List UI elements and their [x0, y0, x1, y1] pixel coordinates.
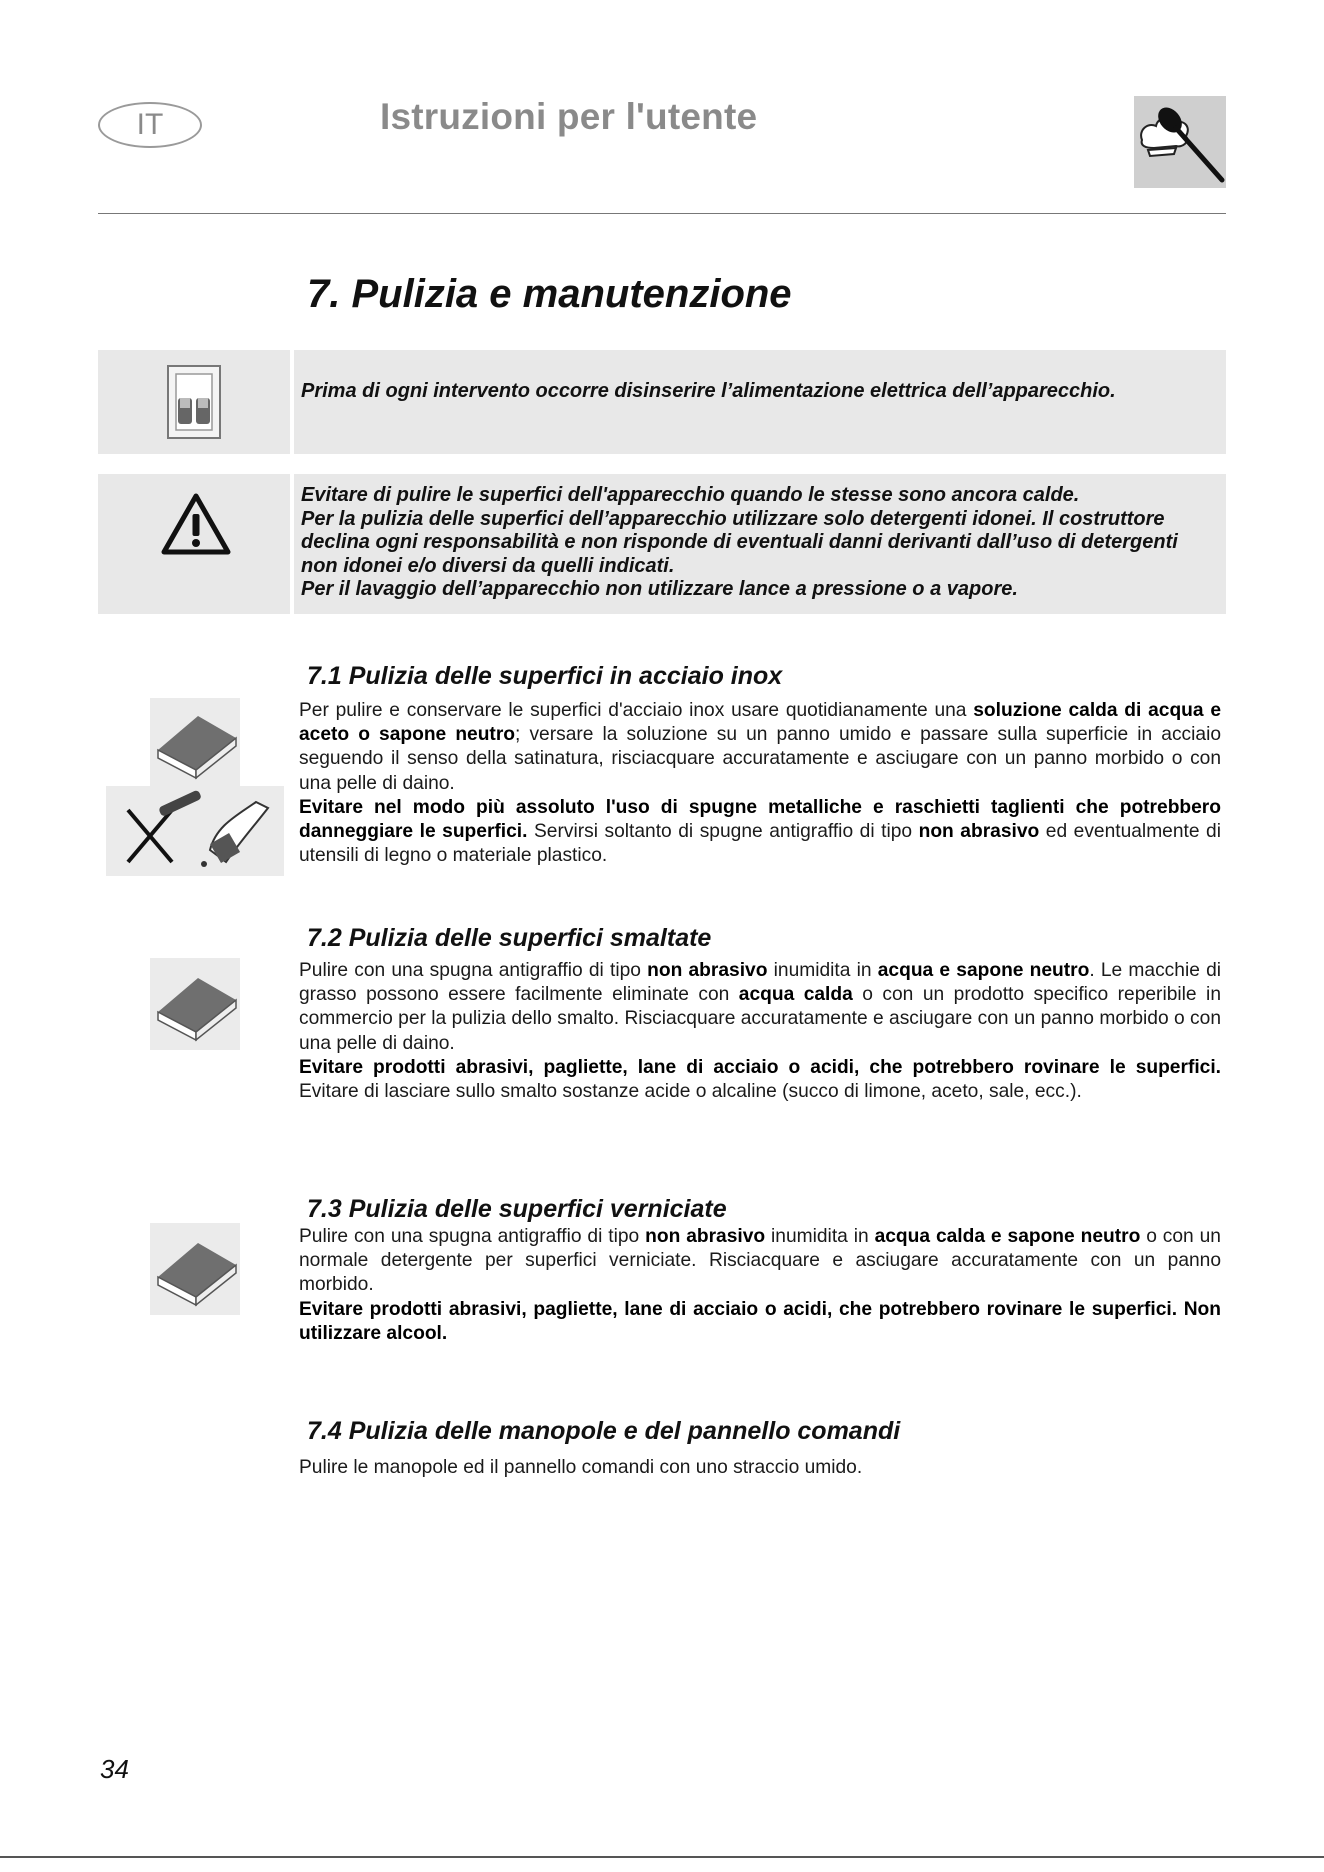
section-body-7-3	[299, 1225, 1221, 1346]
text-bold: acqua calda e sapone neutro	[874, 1226, 1141, 1247]
notice-line: Per la pulizia delle superfici dell’apparecchio utilizzare solo detergenti idonei. Il costruttore declina ogni responsabilità e non risponde di eventuali danni derivanti dall’uso di detergenti non idonei e/o diversi da quelli indicati.	[301, 507, 1178, 577]
section-heading-7-1: 7.1 Pulizia delle superfici in acciaio inox	[307, 662, 783, 690]
sponge-icon	[150, 1223, 240, 1315]
page-title: 7. Pulizia e manutenzione	[307, 272, 792, 316]
text-run: Servirsi soltanto di spugne antigraffio di tipo	[527, 821, 919, 843]
power-switch-icon	[164, 364, 224, 440]
sponge-icon	[150, 698, 240, 786]
text-run: ; versare la soluzione su un panno umido e passare sulla superficie in acciaio seguendo il senso della satinatura, risciacquare accuratamente e asciugare con un panno morbido o con una pelle di daino.	[299, 724, 1222, 794]
paragraph	[299, 1056, 1221, 1104]
bottom-divider	[0, 1856, 1324, 1858]
text-run: Pulire le manopole ed il pannello comandi con uno straccio umido.	[299, 1457, 863, 1478]
paragraph	[299, 1298, 1221, 1346]
text-run: Pulire con una spugna antigraffio di tipo	[299, 960, 648, 981]
notice-line: Per il lavaggio dell’apparecchio non utilizzare lance a pressione o a vapore.	[301, 578, 1018, 600]
text-bold: Evitare nel modo più assoluto l'uso di spugne metalliche e raschietti taglienti che potrebbero danneggiare le superfici.	[299, 796, 1221, 843]
text-bold: non abrasivo	[647, 960, 768, 981]
text-run: ed eventualmente di utensili di legno o materiale plastico.	[299, 821, 1221, 867]
notice-icon-cell	[98, 474, 290, 614]
header-divider	[98, 213, 1226, 214]
section-heading-7-4: 7.4 Pulizia delle manopole e del pannello comandi	[307, 1417, 901, 1445]
sponge-icon	[150, 958, 240, 1050]
text-run: o con un normale detergente per superfici verniciate. Risciacquare e asciugare accuratamente con un panno morbido.	[299, 1226, 1221, 1296]
text-run: inumidita in	[765, 1226, 875, 1247]
paragraph	[299, 1225, 1221, 1298]
paragraph	[299, 796, 1221, 869]
notice-power	[294, 350, 1226, 454]
language-code: IT	[136, 108, 164, 141]
section-body-7-4	[299, 1456, 1221, 1480]
text-run: . Le macchie di grasso possono essere facilmente eliminate con	[299, 960, 1222, 1006]
text-run: inumidita in	[767, 960, 878, 981]
text-run: Evitare di lasciare sullo smalto sostanze acide o alcaline (succo di limone, aceto, sale, ecc.).	[299, 1081, 1082, 1103]
header-title: Istruzioni per l'utente	[380, 96, 758, 137]
forbidden-tools-image	[106, 786, 284, 876]
notice-line: Evitare di pulire le superfici dell'apparecchio quando le stesse sono ancora calde.	[301, 484, 1080, 506]
warning-icon	[160, 492, 232, 556]
page-number: 34	[100, 1754, 129, 1784]
section-heading-7-3: 7.3 Pulizia delle superfici verniciate	[307, 1195, 727, 1223]
text-bold: acqua e sapone neutro	[877, 960, 1090, 981]
text-run: Pulire con una spugna antigraffio di tipo	[299, 1226, 646, 1247]
text-bold: acqua calda	[738, 984, 853, 1006]
chef-spoon-logo-icon	[1134, 96, 1226, 188]
text-bold: Evitare prodotti abrasivi, pagliette, lane di acciaio o acidi, che potrebbero rovinare le superfici. Non utilizzare alcool.	[299, 1298, 1221, 1344]
text-bold: non abrasivo	[918, 821, 1040, 843]
paragraph	[299, 959, 1221, 1056]
section-body-7-2	[299, 959, 1221, 1104]
notice-warning-text	[301, 484, 1216, 602]
paragraph	[299, 1456, 1221, 1480]
text-run: o con un prodotto specifico reperibile in commercio per la pulizia dello smalto. Risciacquare accuratamente e asciugare con un panno morbido o con una pelle di daino.	[299, 984, 1221, 1054]
text-bold: soluzione calda di acqua e aceto o sapone neutro	[299, 700, 1221, 746]
section-heading-7-2: 7.2 Pulizia delle superfici smaltate	[307, 924, 712, 952]
notice-icon-cell	[98, 350, 290, 454]
language-badge	[98, 102, 202, 148]
notice-power-text: Prima di ogni intervento occorre disinserire l’alimentazione elettrica dell’apparecchio.	[301, 380, 1116, 402]
text-bold: non abrasivo	[645, 1226, 766, 1247]
text-bold: Evitare prodotti abrasivi, pagliette, lane di acciaio o acidi, che potrebbero rovinare le superfici.	[299, 1056, 1221, 1078]
text-run: Per pulire e conservare le superfici d'acciaio inox usare quotidianamente una	[299, 700, 974, 721]
notice-warning	[294, 474, 1226, 614]
section-body-7-1	[299, 699, 1221, 868]
paragraph	[299, 699, 1221, 796]
